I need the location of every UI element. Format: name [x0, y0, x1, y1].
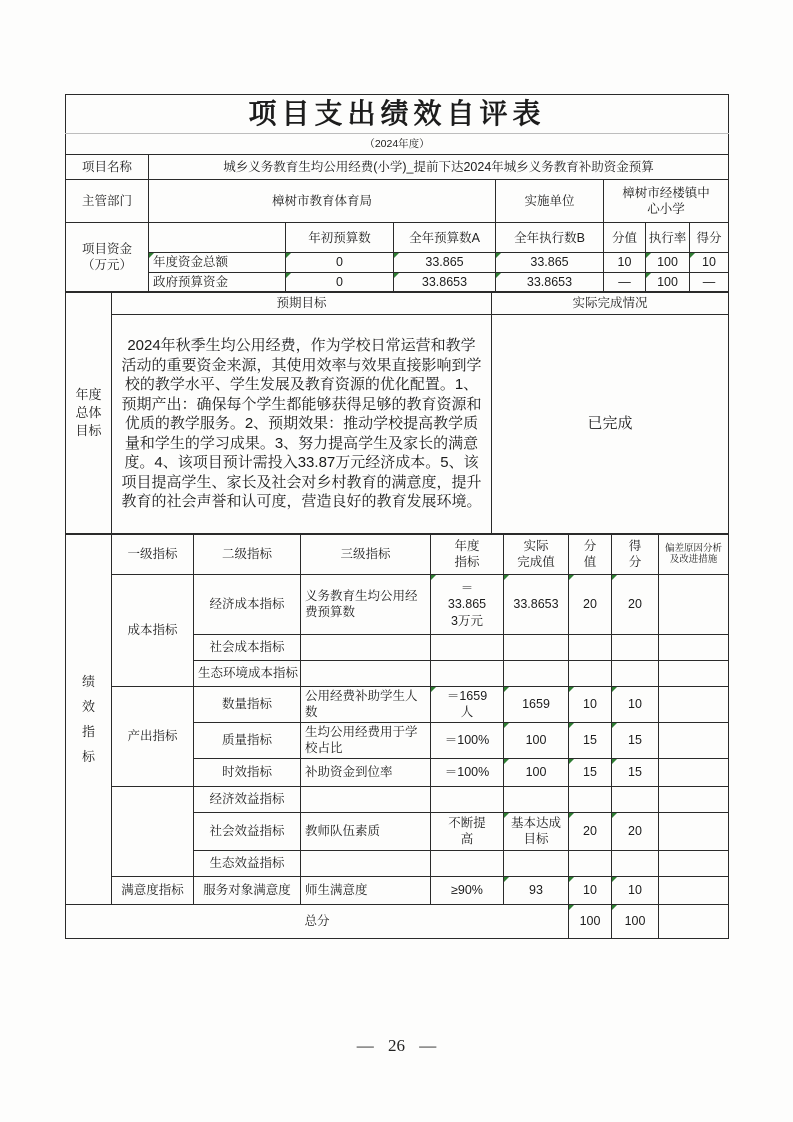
- page-number: — 26 —: [356, 1036, 437, 1055]
- level1-benefit: [112, 786, 194, 876]
- actual-value-cell: 1659: [504, 686, 569, 722]
- score-cell: 10: [612, 686, 659, 722]
- excel-flag-icon: [569, 877, 574, 882]
- empty-cell: [301, 850, 431, 876]
- funding-cell: 0: [286, 272, 394, 291]
- excel-flag-icon: [569, 687, 574, 692]
- level2-cell: 经济成本指标: [194, 574, 301, 634]
- funding-header-budget: 全年预算数A: [394, 223, 496, 253]
- score-cell: 15: [612, 758, 659, 786]
- actual-value-cell: 93: [504, 876, 569, 904]
- dept-value: 樟树市教育体育局: [149, 180, 496, 223]
- expected-goal-text: 2024年秋季生均公用经费，作为学校日常运营和教学活动的重要资金来源，其使用效率与效果直接影响到学校的教学水平、学生发展及教育资源的优化配置。1、预期产出：确保每个学生都能够获得足够的教育资源和优质的教学服务。2、预期效果：推动学校提高教学质量和学生的学习成果。3、努力提高学生及家长的满意度。4、该项目预计需投入33.87万元经济成本。5、该项目提高学生、家长及社会对乡村教育的满意度，提升教育的社会声誉和认可度，营造良好的教育发展环境。: [112, 314, 492, 533]
- header-weight: 分 值: [569, 534, 612, 574]
- level3-cell: 公用经费补助学生人数: [301, 686, 431, 722]
- excel-flag-icon: [612, 759, 617, 764]
- excel-flag-icon: [431, 687, 436, 692]
- level3-cell: 义务教育生均公用经费预算数: [301, 574, 431, 634]
- actual-completion-text: 已完成: [492, 314, 729, 533]
- impl-unit-label: 实施单位: [496, 180, 604, 223]
- deviation-cell: [659, 812, 729, 850]
- weight-cell: 10: [569, 876, 612, 904]
- level2-cell: 生态环境成本指标: [194, 660, 301, 686]
- deviation-cell: [659, 634, 729, 660]
- empty-cell: [431, 850, 504, 876]
- excel-flag-icon: [394, 273, 399, 278]
- excel-flag-icon: [612, 905, 617, 910]
- empty-cell: [301, 786, 431, 812]
- actual-value-cell: 33.8653: [504, 574, 569, 634]
- empty-cell: [301, 634, 431, 660]
- annual-target-cell: ≥90%: [431, 876, 504, 904]
- actual-value-cell: 基本达成 目标: [504, 812, 569, 850]
- excel-flag-icon: [286, 273, 291, 278]
- total-weight-cell: 100: [569, 904, 612, 938]
- funding-label: 项目资金 （万元）: [66, 223, 149, 292]
- deviation-cell: [659, 786, 729, 812]
- impl-unit-value: 樟树市经楼镇中 心小学: [604, 180, 729, 223]
- empty-cell: [149, 223, 286, 253]
- excel-flag-icon: [504, 877, 509, 882]
- funding-header-weight: 分值: [604, 223, 646, 253]
- level3-cell: 生均公用经费用于学校占比: [301, 722, 431, 758]
- excel-flag-icon: [690, 253, 695, 258]
- deviation-cell: [659, 574, 729, 634]
- header-actual: 实际 完成值: [504, 534, 569, 574]
- excel-flag-icon: [504, 687, 509, 692]
- excel-flag-icon: [569, 813, 574, 818]
- funding-cell: 0: [286, 253, 394, 272]
- header-deviation: 偏差原因分析 及改进措施: [659, 534, 729, 574]
- excel-flag-icon: [612, 877, 617, 882]
- header-level3: 三级指标: [301, 534, 431, 574]
- empty-cell: [504, 786, 569, 812]
- form-title: 项目支出绩效自评表: [66, 95, 729, 134]
- funding-cell: 100: [646, 272, 690, 291]
- level3-cell: 补助资金到位率: [301, 758, 431, 786]
- level2-cell: 时效指标: [194, 758, 301, 786]
- funding-cell: 33.8653: [394, 272, 496, 291]
- funding-header-rate: 执行率: [646, 223, 690, 253]
- weight-cell: 10: [569, 686, 612, 722]
- excel-flag-icon: [504, 575, 509, 580]
- actual-value-cell: 100: [504, 722, 569, 758]
- header-level1: 一级指标: [112, 534, 194, 574]
- annual-target-cell: ＝ 33.865 3万元: [431, 574, 504, 634]
- excel-flag-icon: [431, 575, 436, 580]
- funding-cell: 33.865: [496, 253, 604, 272]
- project-name-label: 项目名称: [66, 155, 149, 180]
- empty-cell: [504, 660, 569, 686]
- deviation-cell: [659, 876, 729, 904]
- annual-target-cell: ＝1659 人: [431, 686, 504, 722]
- level1-satisfaction: 满意度指标: [112, 876, 194, 904]
- funding-header-begin: 年初预算数: [286, 223, 394, 253]
- funding-header-score: 得分: [690, 223, 729, 253]
- excel-flag-icon: [612, 723, 617, 728]
- empty-cell: [504, 850, 569, 876]
- header-funding-table: [65, 94, 729, 292]
- score-cell: 20: [612, 812, 659, 850]
- excel-flag-icon: [612, 687, 617, 692]
- funding-row-name: 政府预算资金: [149, 272, 286, 291]
- empty-cell: [569, 850, 612, 876]
- level3-cell: 师生满意度: [301, 876, 431, 904]
- dept-label: 主管部门: [66, 180, 149, 223]
- level2-cell: 质量指标: [194, 722, 301, 758]
- excel-flag-icon: [569, 759, 574, 764]
- empty-cell: [569, 634, 612, 660]
- empty-cell: [301, 660, 431, 686]
- excel-flag-icon: [149, 253, 154, 258]
- excel-flag-icon: [504, 813, 509, 818]
- actual-value-cell: 100: [504, 758, 569, 786]
- excel-flag-icon: [569, 905, 574, 910]
- level2-cell: 社会成本指标: [194, 634, 301, 660]
- actual-completion-header: 实际完成情况: [492, 292, 729, 314]
- funding-cell: 100: [646, 253, 690, 272]
- deviation-cell: [659, 686, 729, 722]
- deviation-cell: [659, 722, 729, 758]
- annual-goal-label: 年度 总体 目标: [66, 292, 112, 533]
- excel-flag-icon: [646, 273, 651, 278]
- weight-cell: 15: [569, 758, 612, 786]
- total-score-label: 总分: [66, 904, 569, 938]
- level2-cell: 生态效益指标: [194, 850, 301, 876]
- excel-flag-icon: [569, 575, 574, 580]
- deviation-cell: [659, 850, 729, 876]
- score-cell: 15: [612, 722, 659, 758]
- total-score-cell: 100: [612, 904, 659, 938]
- empty-cell: [612, 850, 659, 876]
- annual-goal-table: [65, 292, 729, 534]
- empty-cell: [612, 660, 659, 686]
- excel-flag-icon: [504, 759, 509, 764]
- excel-flag-icon: [612, 575, 617, 580]
- level2-cell: 服务对象满意度: [194, 876, 301, 904]
- expected-goal-header: 预期目标: [112, 292, 492, 314]
- level2-cell: 数量指标: [194, 686, 301, 722]
- weight-cell: 20: [569, 574, 612, 634]
- excel-flag-icon: [286, 253, 291, 258]
- empty-cell: [431, 634, 504, 660]
- project-name-value: 城乡义务教育生均公用经费(小学)_提前下达2024年城乡义务教育补助资金预算: [149, 155, 729, 180]
- excel-flag-icon: [569, 723, 574, 728]
- empty-cell: [569, 660, 612, 686]
- empty-cell: [569, 786, 612, 812]
- level2-cell: 经济效益指标: [194, 786, 301, 812]
- header-annual: 年度 指标: [431, 534, 504, 574]
- excel-flag-icon: [496, 273, 501, 278]
- indicator-table: [65, 534, 729, 939]
- excel-flag-icon: [394, 253, 399, 258]
- weight-cell: 15: [569, 722, 612, 758]
- level1-output: 产出指标: [112, 686, 194, 786]
- deviation-cell: [659, 904, 729, 938]
- score-cell: 10: [612, 876, 659, 904]
- annual-target-cell: ＝100%: [431, 758, 504, 786]
- annual-target-cell: 不断提 高: [431, 812, 504, 850]
- level3-cell: 教师队伍素质: [301, 812, 431, 850]
- funding-cell: 33.865: [394, 253, 496, 272]
- level2-cell: 社会效益指标: [194, 812, 301, 850]
- funding-row-name: 年度资金总额: [149, 253, 286, 272]
- weight-cell: 20: [569, 812, 612, 850]
- empty-cell: [431, 660, 504, 686]
- score-cell: 20: [612, 574, 659, 634]
- evaluation-form: [65, 94, 729, 939]
- empty-cell: [431, 786, 504, 812]
- form-subtitle: （2024年度）: [66, 134, 729, 155]
- deviation-cell: [659, 758, 729, 786]
- annual-target-cell: ＝100%: [431, 722, 504, 758]
- empty-cell: [612, 786, 659, 812]
- excel-flag-icon: [612, 813, 617, 818]
- indicators-label: 绩 效 指 标: [66, 534, 112, 904]
- funding-cell: —: [604, 272, 646, 291]
- funding-header-exec: 全年执行数B: [496, 223, 604, 253]
- excel-flag-icon: [646, 253, 651, 258]
- excel-flag-icon: [496, 253, 501, 258]
- header-score: 得 分: [612, 534, 659, 574]
- funding-cell: 10: [604, 253, 646, 272]
- empty-cell: [504, 634, 569, 660]
- excel-flag-icon: [504, 723, 509, 728]
- funding-cell: 10: [690, 253, 729, 272]
- empty-cell: [612, 634, 659, 660]
- deviation-cell: [659, 660, 729, 686]
- level1-cost: 成本指标: [112, 574, 194, 686]
- funding-cell: 33.8653: [496, 272, 604, 291]
- funding-cell: —: [690, 272, 729, 291]
- header-level2: 二级指标: [194, 534, 301, 574]
